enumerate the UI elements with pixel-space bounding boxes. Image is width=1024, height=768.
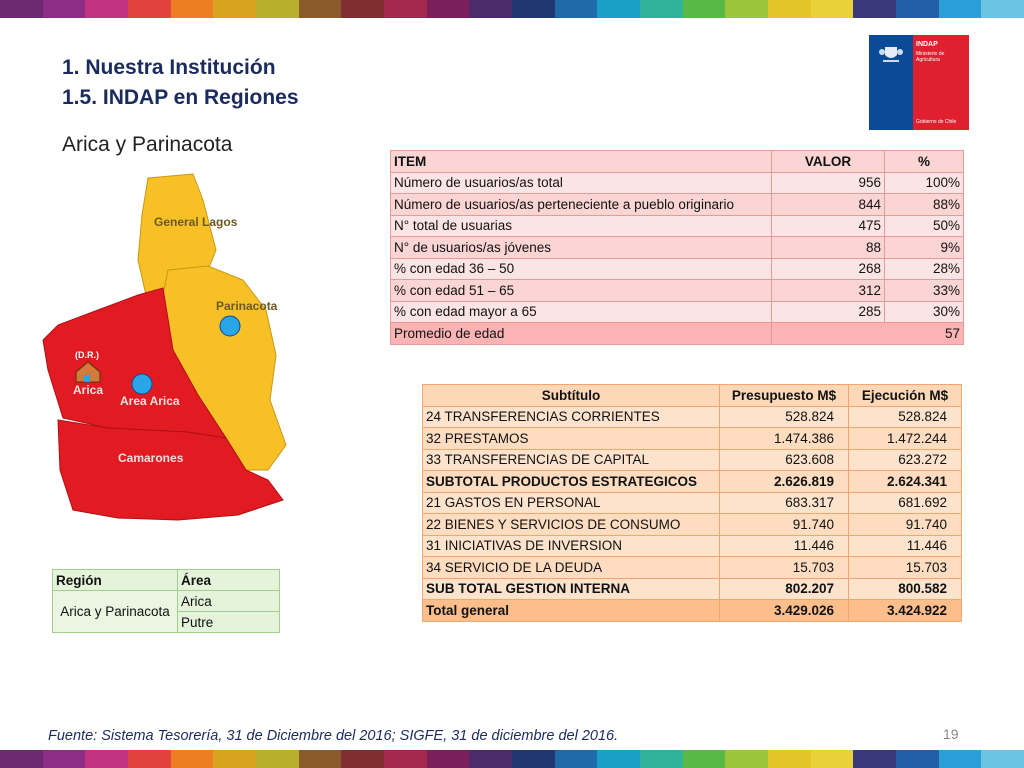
users-valor-cell: 312 <box>772 280 885 302</box>
logo-brand: INDAP <box>916 41 938 48</box>
users-table-row <box>391 215 964 237</box>
users-valor-cell: 475 <box>772 215 885 237</box>
indap-logo <box>869 35 969 130</box>
budget-table-row <box>423 471 962 493</box>
stripe-segment <box>171 750 214 768</box>
users-col-item: ITEM <box>391 151 772 173</box>
budget-presupuesto-cell: 1.474.386 <box>720 428 849 450</box>
average-label: Promedio de edad <box>391 323 772 345</box>
budget-table-header-row <box>423 385 962 407</box>
logo-blue-panel <box>869 35 913 130</box>
budget-presupuesto-cell: 15.703 <box>720 557 849 579</box>
stripe-segment <box>43 0 86 18</box>
budget-table-row <box>423 492 962 514</box>
users-percent-cell: 28% <box>885 258 964 280</box>
users-table-row <box>391 280 964 302</box>
budget-subtitulo-cell: SUB TOTAL GESTION INTERNA <box>423 578 720 600</box>
map-label-area-arica: Area Arica <box>120 394 180 408</box>
budget-subtitulo-cell: 34 SERVICIO DE LA DEUDA <box>423 557 720 579</box>
users-percent-cell: 9% <box>885 237 964 259</box>
budget-presupuesto-cell: 802.207 <box>720 578 849 600</box>
map-label-dr: (D.R.) <box>75 350 99 360</box>
users-table-row <box>391 301 964 323</box>
users-percent-cell: 33% <box>885 280 964 302</box>
users-table-row <box>391 172 964 194</box>
budget-table-row <box>423 514 962 536</box>
stripe-segment <box>981 0 1024 18</box>
area-region-cell: Arica y Parinacota <box>53 591 178 633</box>
budget-ejecucion-cell: 528.824 <box>849 406 962 428</box>
budget-presupuesto-cell: 623.608 <box>720 449 849 471</box>
budget-ejecucion-cell: 623.272 <box>849 449 962 471</box>
users-table-row <box>391 237 964 259</box>
map-label-general-lagos: General Lagos <box>154 215 238 229</box>
users-average-row <box>391 323 964 345</box>
stripe-segment <box>85 0 128 18</box>
stripe-segment <box>512 750 555 768</box>
budget-ejecucion-cell: 91.740 <box>849 514 962 536</box>
area-col-region: Región <box>53 570 178 591</box>
budget-table-row <box>423 600 962 622</box>
budget-table-row <box>423 428 962 450</box>
users-item-cell: Número de usuarios/as perteneciente a pueblo originario <box>391 194 772 216</box>
stripe-segment <box>384 750 427 768</box>
stripe-segment <box>256 750 299 768</box>
area-cell: Arica <box>178 591 280 612</box>
stripe-segment <box>597 750 640 768</box>
budget-table-row <box>423 449 962 471</box>
stripe-segment <box>512 0 555 18</box>
budget-col-ejecucion: Ejecución M$ <box>849 385 962 407</box>
users-col-percent: % <box>885 151 964 173</box>
stripe-segment <box>896 0 939 18</box>
area-table-row <box>53 591 280 612</box>
stripe-segment <box>128 0 171 18</box>
budget-table <box>422 384 962 622</box>
budget-subtitulo-cell: 32 PRESTAMOS <box>423 428 720 450</box>
page-number: 19 <box>943 726 959 742</box>
stripe-segment <box>299 0 342 18</box>
area-arica-marker-icon <box>132 374 152 394</box>
average-value: 57 <box>772 323 964 345</box>
budget-presupuesto-cell: 91.740 <box>720 514 849 536</box>
users-percent-cell: 88% <box>885 194 964 216</box>
stripe-segment <box>640 750 683 768</box>
stripe-segment <box>811 750 854 768</box>
users-item-cell: % con edad 36 – 50 <box>391 258 772 280</box>
budget-subtitulo-cell: 31 INICIATIVAS DE INVERSION <box>423 535 720 557</box>
users-table-row <box>391 194 964 216</box>
users-item-cell: N° de usuarios/as jóvenes <box>391 237 772 259</box>
stripe-segment <box>683 750 726 768</box>
stripe-segment <box>469 750 512 768</box>
budget-ejecucion-cell: 1.472.244 <box>849 428 962 450</box>
area-col-area: Área <box>178 570 280 591</box>
budget-subtitulo-cell: 22 BIENES Y SERVICIOS DE CONSUMO <box>423 514 720 536</box>
users-item-cell: % con edad 51 – 65 <box>391 280 772 302</box>
budget-table-row <box>423 557 962 579</box>
stripe-segment <box>341 0 384 18</box>
stripe-segment <box>939 0 982 18</box>
map-label-camarones: Camarones <box>118 451 184 465</box>
coat-of-arms-icon <box>875 43 907 65</box>
budget-presupuesto-cell: 2.626.819 <box>720 471 849 493</box>
logo-red-panel <box>913 35 969 130</box>
users-percent-cell: 100% <box>885 172 964 194</box>
stripe-segment <box>853 750 896 768</box>
budget-presupuesto-cell: 3.429.026 <box>720 600 849 622</box>
users-valor-cell: 88 <box>772 237 885 259</box>
users-item-cell: N° total de usuarias <box>391 215 772 237</box>
stripe-segment <box>811 0 854 18</box>
users-table-row <box>391 258 964 280</box>
logo-ministry: Ministerio de Agricultura <box>916 51 945 63</box>
budget-subtitulo-cell: 24 TRANSFERENCIAS CORRIENTES <box>423 406 720 428</box>
stripe-segment <box>853 0 896 18</box>
users-valor-cell: 844 <box>772 194 885 216</box>
map-label-parinacota: Parinacota <box>216 299 278 313</box>
stripe-segment <box>597 0 640 18</box>
users-table-header-row <box>391 151 964 173</box>
stripe-segment <box>384 0 427 18</box>
users-valor-cell: 956 <box>772 172 885 194</box>
stripe-segment <box>683 0 726 18</box>
map-label-arica: Arica <box>73 383 104 397</box>
stripe-segment <box>256 0 299 18</box>
budget-table-row <box>423 406 962 428</box>
stripe-segment <box>128 750 171 768</box>
stripe-segment <box>299 750 342 768</box>
stripe-segment <box>0 0 43 18</box>
budget-presupuesto-cell: 528.824 <box>720 406 849 428</box>
top-color-stripe <box>0 0 1024 18</box>
stripe-segment <box>213 750 256 768</box>
stripe-segment <box>896 750 939 768</box>
stripe-segment <box>981 750 1024 768</box>
region-area-table <box>52 569 280 633</box>
budget-table-row <box>423 578 962 600</box>
stripe-segment <box>725 750 768 768</box>
budget-ejecucion-cell: 2.624.341 <box>849 471 962 493</box>
users-item-cell: % con edad mayor a 65 <box>391 301 772 323</box>
budget-subtitulo-cell: Total general <box>423 600 720 622</box>
subsection-title: 1.5. INDAP en Regiones <box>62 86 299 109</box>
budget-presupuesto-cell: 683.317 <box>720 492 849 514</box>
stripe-segment <box>555 750 598 768</box>
stripe-segment <box>427 0 470 18</box>
stripe-segment <box>43 750 86 768</box>
stripe-segment <box>341 750 384 768</box>
logo-government: Gobierno de Chile <box>916 119 957 125</box>
area-table-header-row <box>53 570 280 591</box>
stripe-segment <box>768 0 811 18</box>
budget-col-subtitulo: Subtítulo <box>423 385 720 407</box>
region-subtitle: Arica y Parinacota <box>62 133 233 156</box>
budget-presupuesto-cell: 11.446 <box>720 535 849 557</box>
stripe-segment <box>213 0 256 18</box>
stripe-segment <box>0 750 43 768</box>
budget-col-presupuesto: Presupuesto M$ <box>720 385 849 407</box>
area-cell: Putre <box>178 612 280 633</box>
stripe-segment <box>939 750 982 768</box>
stripe-segment <box>768 750 811 768</box>
budget-subtitulo-cell: 33 TRANSFERENCIAS DE CAPITAL <box>423 449 720 471</box>
budget-ejecucion-cell: 15.703 <box>849 557 962 579</box>
section-title: 1. Nuestra Institución <box>62 56 276 79</box>
users-valor-cell: 285 <box>772 301 885 323</box>
stripe-segment <box>171 0 214 18</box>
region-map <box>38 170 300 530</box>
stripe-segment <box>427 750 470 768</box>
users-percent-cell: 50% <box>885 215 964 237</box>
stripe-segment <box>469 0 512 18</box>
users-table <box>390 150 964 345</box>
users-col-valor: VALOR <box>772 151 885 173</box>
budget-ejecucion-cell: 681.692 <box>849 492 962 514</box>
budget-subtitulo-cell: SUBTOTAL PRODUCTOS ESTRATEGICOS <box>423 471 720 493</box>
source-footnote: Fuente: Sistema Tesorería, 31 de Diciembre del 2016; SIGFE, 31 de diciembre del 2016. <box>48 728 619 744</box>
budget-ejecucion-cell: 3.424.922 <box>849 600 962 622</box>
parinacota-marker-icon <box>220 316 240 336</box>
stripe-segment <box>640 0 683 18</box>
users-item-cell: Número de usuarios/as total <box>391 172 772 194</box>
budget-table-row <box>423 535 962 557</box>
users-percent-cell: 30% <box>885 301 964 323</box>
users-valor-cell: 268 <box>772 258 885 280</box>
bottom-color-stripe <box>0 750 1024 768</box>
stripe-segment <box>725 0 768 18</box>
stripe-segment <box>85 750 128 768</box>
budget-subtitulo-cell: 21 GASTOS EN PERSONAL <box>423 492 720 514</box>
budget-ejecucion-cell: 800.582 <box>849 578 962 600</box>
stripe-segment <box>555 0 598 18</box>
budget-ejecucion-cell: 11.446 <box>849 535 962 557</box>
